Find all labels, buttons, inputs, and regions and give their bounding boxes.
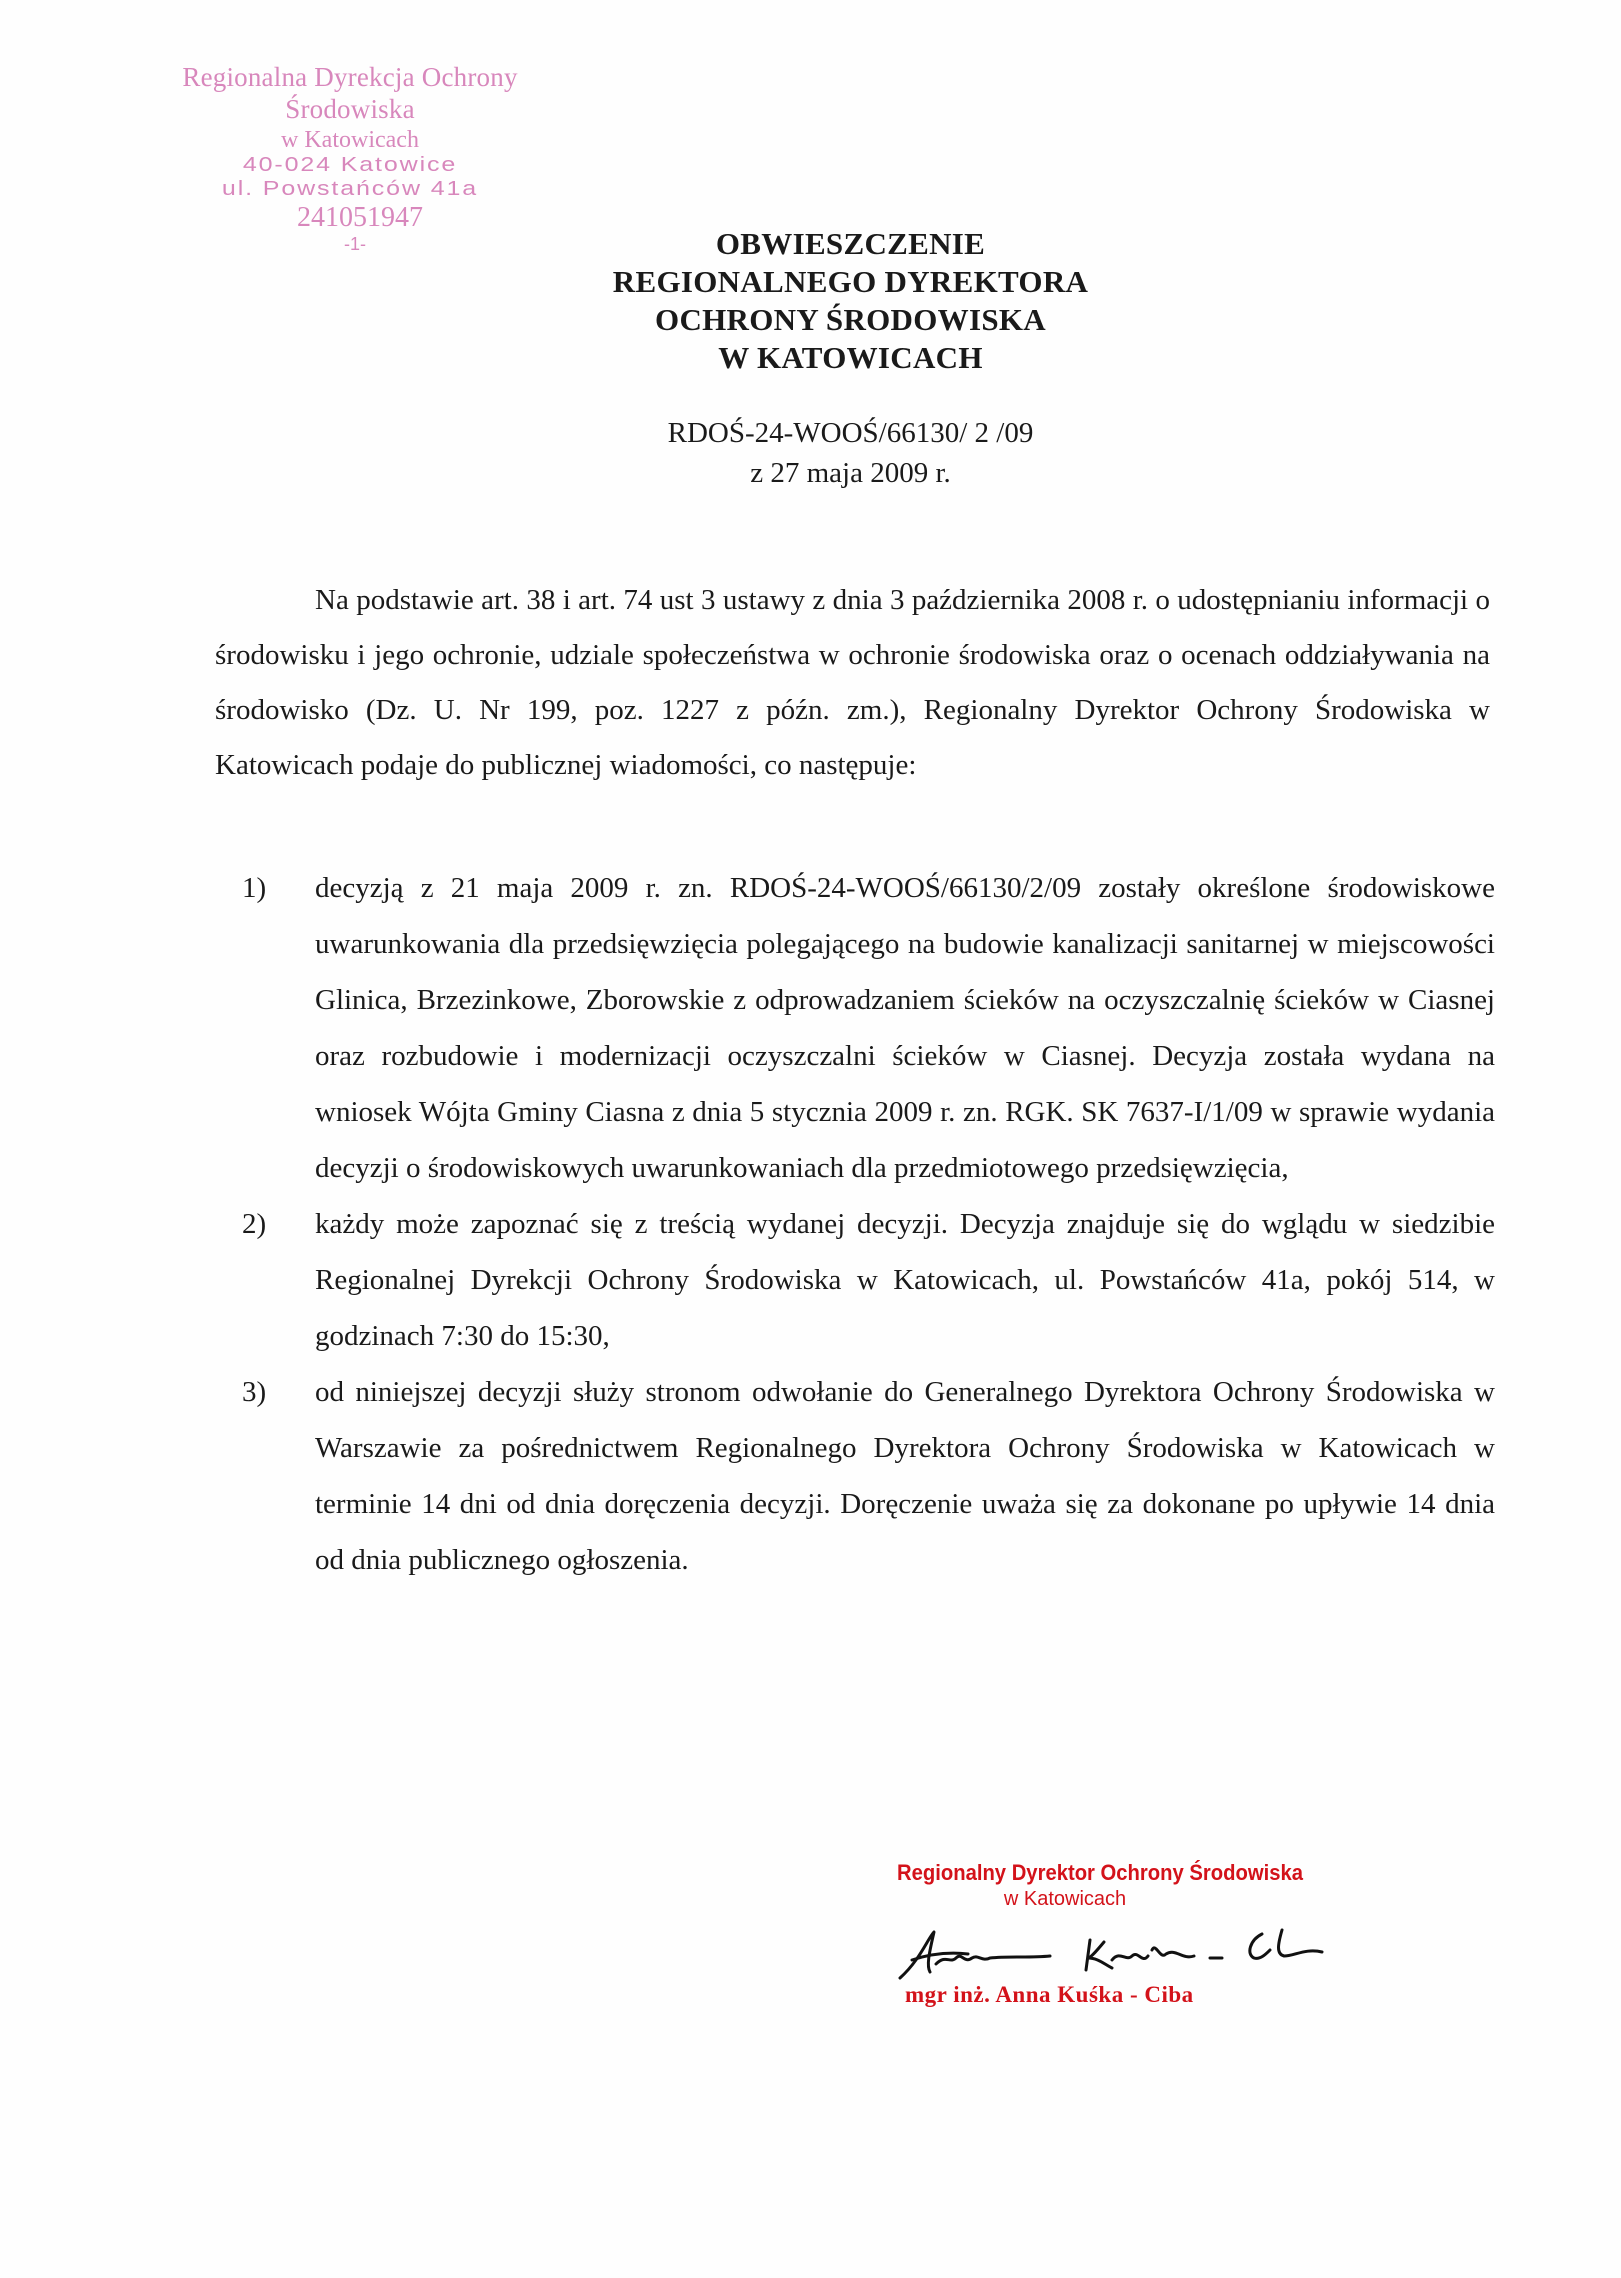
stamp-street: ul. Powstańców 41a xyxy=(221,177,479,200)
list-item xyxy=(215,860,1495,1196)
reference-block xyxy=(40,413,1621,493)
title-line-4: W KATOWICACH xyxy=(718,340,983,375)
list-item xyxy=(215,1364,1495,1588)
list-item-text: od niniejszej decyzji służy stronom odwołanie do Generalnego Dyrektora Ochrony Środowiska w Warszawie za pośrednictwem Regionalnego Dyrektora Ochrony Środowiska w Katowicach w terminie 14 dni od dnia doręczenia decyzji. Doręczenie uważa się za dokonane po upływie 14 dnia od dnia publicznego ogłoszenia. xyxy=(315,1376,1495,1576)
title-line-2: REGIONALNEGO DYREKTORA xyxy=(612,264,1089,299)
document-date: z 27 maja 2009 r. xyxy=(750,457,951,489)
stamp-postal: 40-024 Katowice xyxy=(242,154,458,177)
numbered-list xyxy=(215,860,1495,1588)
stamp-regon: 241051947 xyxy=(297,202,423,234)
intro-paragraph: Na podstawie art. 38 i art. 74 ust 3 ustawy z dnia 3 października 2008 r. o udostępnianiu informacji o środowisku i jego ochronie, udziale społeczeństwa w ochronie środowiska oraz o ocenach oddziaływania na środowisko (Dz. U. Nr 199, poz. 1227 z późn. zm.), Regionalny Dyrektor Ochrony Środowiska w Katowicach podaje do publicznej wiadomości, co następuje: xyxy=(215,584,1490,781)
list-item-text: każdy może zapoznać się z treścią wydanej decyzji. Decyzja znajduje się do wglądu w siedzibie Regionalnej Dyrekcji Ochrony Środowiska w Katowicach, ul. Powstańców 41a, pokój 514, w godzinach 7:30 do 15:30, xyxy=(315,1208,1495,1352)
signatory-name: mgr inż. Anna Kuśka - Ciba xyxy=(905,1982,1194,2007)
signature-title: Regionalny Dyrektor Ochrony Środowiska xyxy=(896,1860,1304,1885)
handwritten-signature xyxy=(890,1920,1350,1990)
stamp-city: w Katowicach xyxy=(281,126,419,153)
signature-block xyxy=(840,1860,1360,2007)
signature-location: w Katowicach xyxy=(1003,1888,1127,1910)
list-item-number: 2) xyxy=(242,1208,267,1240)
reference-number: RDOŚ-24-WOOŚ/66130/ 2 /09 xyxy=(667,417,1034,449)
document-title xyxy=(40,225,1621,377)
list-item xyxy=(215,1196,1495,1364)
list-item-number: 3) xyxy=(242,1376,267,1408)
list-item-text: decyzją z 21 maja 2009 r. zn. RDOŚ-24-WOOŚ/66130/2/09 zostały określone środowiskowe uwarunkowania dla przedsięwzięcia polegającego na budowie kanalizacji sanitarnej w miejscowości Glinica, Brzezinkowe, Zborowskie z odprowadzaniem ścieków na oczyszczalnię ścieków w Ciasnej oraz rozbudowie i modernizacji oczyszczalni ścieków w Ciasnej. Decyzja została wydana na wniosek Wójta Gminy Ciasna z dnia 5 stycznia 2009 r. zn. RGK. SK 7637-I/1/09 w sprawie wydania decyzji o środowiskowych uwarunkowaniach dla przedmiotowego przedsięwzięcia, xyxy=(315,872,1495,1184)
stamp-office-name: Regionalna Dyrekcja Ochrony Środowiska xyxy=(182,62,518,124)
title-line-1: OBWIESZCZENIE xyxy=(715,226,986,261)
list-item-number: 1) xyxy=(242,872,267,904)
stamp-page-marker: -1- xyxy=(344,234,366,255)
title-line-3: OCHRONY ŚRODOWISKA xyxy=(655,302,1046,337)
